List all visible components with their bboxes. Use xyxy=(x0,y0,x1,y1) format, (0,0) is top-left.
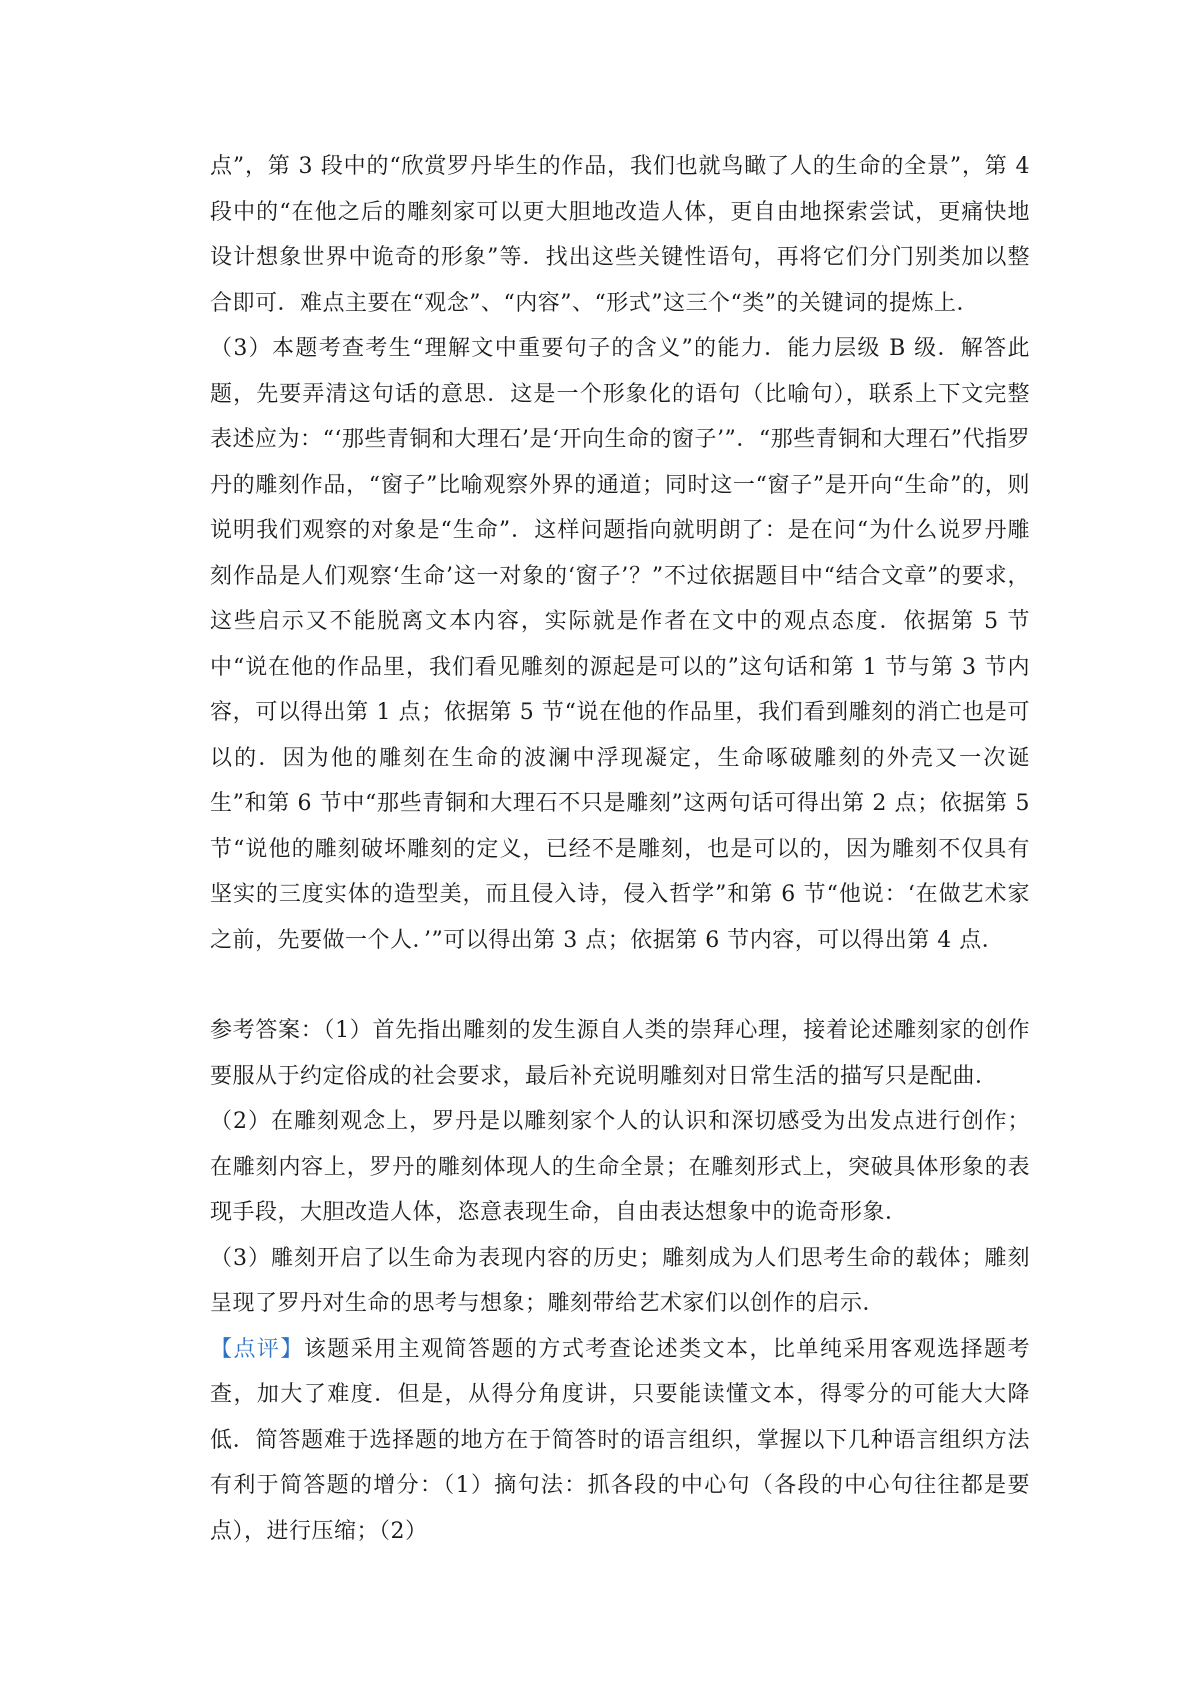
review-tag: 【点评】 xyxy=(210,1336,304,1362)
analysis-paragraph-3: （3）本题考查考生“理解文中重要句子的含义”的能力．能力层级 B 级．解答此题，先要弄清这句话的意思．这是一个形象化的语句（比喻句），联系上下文完整表述应为：“‘那些青铜和大理石’是‘开向生命的窗子’”．“那些青铜和大理石”代指罗丹的雕刻作品，“窗子”比喻观察外界的通道；同时这一“窗子”是开向“生命”的，则说明我们观察的对象是“生命”．这样问题指向就明朗了：是在问“为什么说罗丹雕刻作品是人们观察‘生命’这一对象的‘窗子’？”不过依据题目中“结合文章”的要求，这些启示又不能脱离文本内容，实际就是作者在文中的观点态度．依据第 5 节中“说在他的作品里，我们看见雕刻的源起是可以的”这句话和第 1 节与第 3 节内容，可以得出第 1 点；依据第 5 节“说在他的作品里，我们看到雕刻的消亡也是可以的．因为他的雕刻在生命的波澜中浮现凝定，生命啄破雕刻的外壳又一次诞生”和第 6 节中“那些青铜和大理石不只是雕刻”这两句话可得出第 2 点；依据第 5 节“说他的雕刻破坏雕刻的定义，已经不是雕刻，也是可以的，因为雕刻不仅具有坚实的三度实体的造型美，而且侵入诗，侵入哲学”和第 6 节“他说：‘在做艺术家之前，先要做一个人．’”可以得出第 3 点；依据第 6 节内容，可以得出第 4 点． xyxy=(210,336,1030,953)
section-spacer xyxy=(210,963,1030,1008)
review-text: 该题采用主观简答题的方式考查论述类文本，比单纯采用客观选择题考查，加大了难度．但是，从得分角度讲，只要能读懂文本，得零分的可能大大降低．简答题难于选择题的地方在于简答时的语言组织，掌握以下几种语言组织方法有利于简答题的增分：（1）摘句法：抓各段的中心句（各段的中心句往往都是要点），进行压缩；（2） xyxy=(210,1336,1030,1544)
answer-paragraph-3: （3）雕刻开启了以生命为表现内容的历史；雕刻成为人们思考生命的载体；雕刻呈现了罗丹对生命的思考与想象；雕刻带给艺术家们以创作的启示． xyxy=(210,1245,1030,1316)
analysis-paragraph-continued: 点”，第 3 段中的“欣赏罗丹毕生的作品，我们也就鸟瞰了人的生命的全景”，第 4 段中的“在他之后的雕刻家可以更大胆地改造人体，更自由地探索尝试，更痛快地设计想象世界中诡奇的形象”等．找出这些关键性语句，再将它们分门别类加以整合即可．难点主要在“观念”、“内容”、“形式”这三个“类”的关键词的提炼上． xyxy=(210,154,1030,316)
document-body xyxy=(210,144,1030,1554)
review-paragraph xyxy=(210,1327,1030,1555)
answer-paragraph-2: （2）在雕刻观念上，罗丹是以雕刻家个人的认识和深切感受为出发点进行创作；在雕刻内容上，罗丹的雕刻体现人的生命全景；在雕刻形式上，突破具体形象的表现手段，大胆改造人体，恣意表现生命，自由表达想象中的诡奇形象． xyxy=(210,1109,1030,1225)
answer-paragraph-1: 参考答案：（1）首先指出雕刻的发生源自人类的崇拜心理，接着论述雕刻家的创作要服从于约定俗成的社会要求，最后补充说明雕刻对日常生活的描写只是配曲． xyxy=(210,1018,1030,1089)
